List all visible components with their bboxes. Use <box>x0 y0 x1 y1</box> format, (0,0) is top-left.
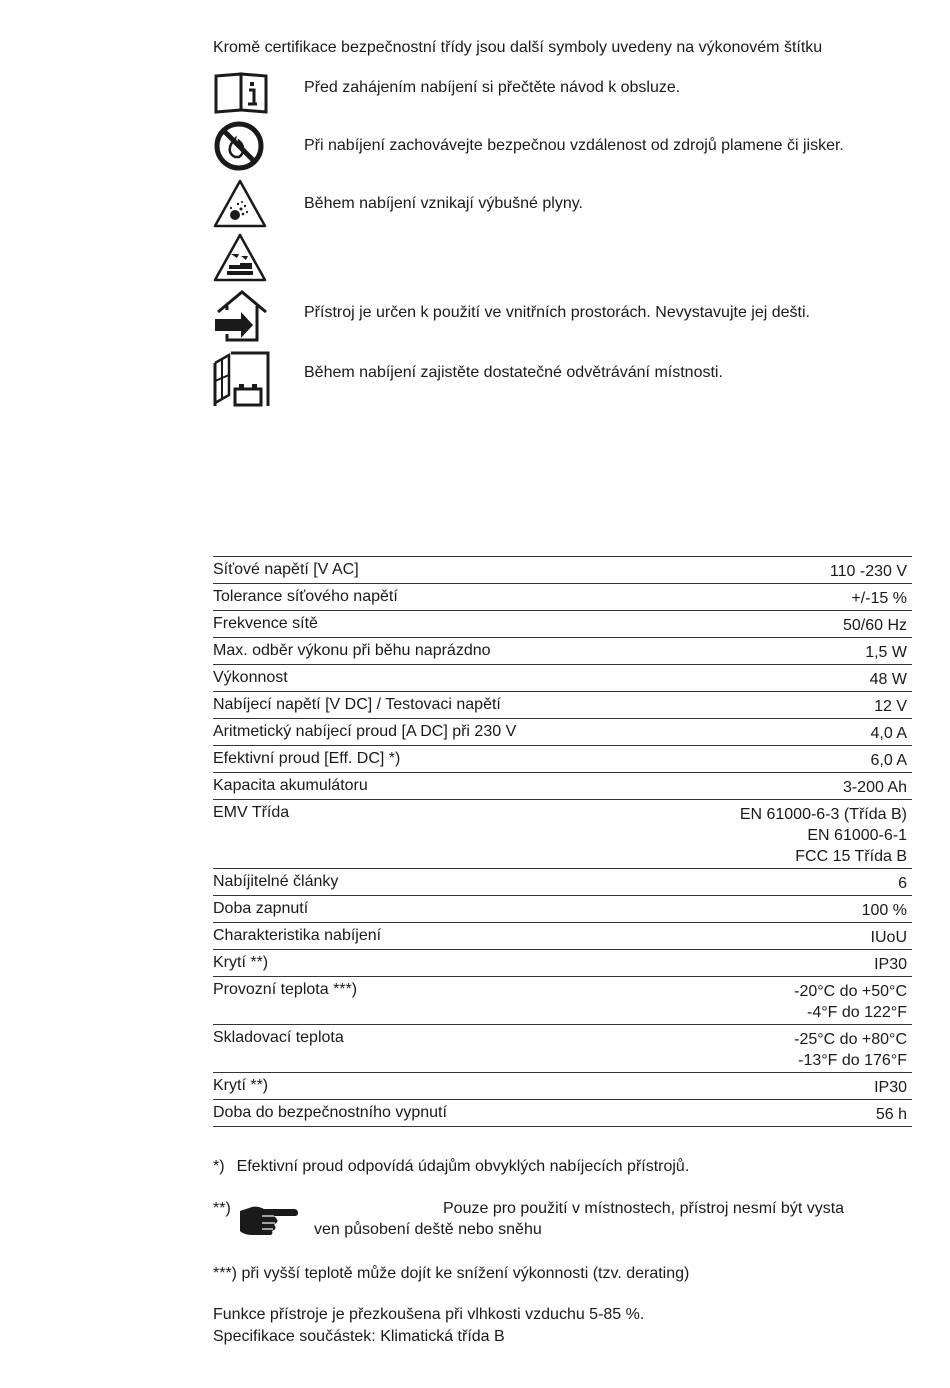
spec-values <box>830 561 907 582</box>
spec-values <box>871 750 907 771</box>
manual-info-icon <box>213 68 271 124</box>
spec-label: Tolerance síťového napětí <box>213 588 398 605</box>
spec-value: 12 V <box>874 698 907 715</box>
spec-label: Krytí **) <box>213 954 269 971</box>
spec-values <box>874 1077 907 1098</box>
spec-value: 110 -230 V <box>829 563 907 580</box>
symbol-text: Během nabíjení zajistěte dostatečné odvětrávání místnosti. <box>304 364 723 381</box>
spec-label: Výkonnost <box>213 669 288 686</box>
spec-value: -20°C do +50°C <box>794 983 907 1000</box>
spec-values <box>740 804 907 867</box>
spec-value: 6,0 A <box>870 752 907 769</box>
footnote-2-marker: **) <box>213 1200 231 1217</box>
spec-values <box>865 642 907 663</box>
spec-label: EMV Třída <box>213 804 290 821</box>
spec-row <box>213 800 912 869</box>
spec-row <box>213 977 912 1025</box>
indoor-use-icon <box>213 290 271 346</box>
footnote-2-line1: Pouze pro použití v místnostech, přístroj nesmí být vysta <box>443 1200 845 1217</box>
spec-values <box>876 1104 907 1125</box>
footnote-2-line2: ven působení deště nebo sněhu <box>314 1221 542 1238</box>
spec-label: Aritmetický nabíjecí proud [A DC] při 230 V <box>213 723 517 740</box>
spec-values <box>851 588 907 609</box>
spec-values <box>843 777 907 798</box>
spec-value: -13°F do 176°F <box>798 1052 907 1069</box>
spec-value: EN 61000-6-3 (Třída B) <box>739 806 907 823</box>
spec-value: 1,5 W <box>865 644 907 661</box>
explosive-gas-warning-icon <box>213 178 271 234</box>
spec-values <box>794 981 907 1023</box>
spec-value: FCC 15 Třída B <box>795 848 907 865</box>
intro-text: Kromě certifikace bezpečnostní třídy jsou další symboly uvedeny na výkonovém štítku <box>213 39 823 56</box>
spec-values <box>874 696 907 717</box>
pointing-hand-icon <box>238 1203 300 1237</box>
symbol-row-manual <box>213 68 913 124</box>
climate-class-note: Specifikace součástek: Klimatická třída B <box>213 1328 505 1345</box>
spec-value: 3-200 Ah <box>842 779 907 796</box>
spec-value: -25°C do +80°C <box>794 1031 907 1048</box>
spec-label: Kapacita akumulátoru <box>213 777 368 794</box>
spec-value: EN 61000-6-1 <box>807 827 907 844</box>
no-flame-icon <box>213 121 271 177</box>
spec-values <box>871 927 907 948</box>
spec-value: 100 % <box>861 902 907 919</box>
spec-row <box>213 1100 912 1127</box>
symbol-row-explosive <box>213 178 913 234</box>
spec-row <box>213 746 912 773</box>
spec-row <box>213 665 912 692</box>
spec-values <box>794 1029 907 1071</box>
symbol-row-ventilation <box>213 351 913 407</box>
ventilation-icon <box>213 351 271 407</box>
symbol-text: Během nabíjení vznikají výbušné plyny. <box>304 195 583 212</box>
spec-label: Charakteristika nabíjení <box>213 927 382 944</box>
spec-label: Nabíjitelné články <box>213 873 339 890</box>
spec-table <box>213 556 912 1127</box>
symbol-text: Před zahájením nabíjení si přečtěte návod k obsluze. <box>304 79 681 96</box>
spec-row <box>213 869 912 896</box>
spec-label: Doba zapnutí <box>213 900 309 917</box>
spec-values <box>862 900 907 921</box>
spec-label: Doba do bezpečnostního vypnutí <box>213 1104 447 1121</box>
spec-row <box>213 692 912 719</box>
spec-values <box>874 954 907 975</box>
spec-values <box>870 669 907 690</box>
spec-value: 48 W <box>869 671 907 688</box>
spec-row <box>213 638 912 665</box>
spec-label: Nabíjecí napětí [V DC] / Testovaci napětí <box>213 696 501 713</box>
footnote-3: ***) při vyšší teplotě může dojít ke snížení výkonnosti (tzv. derating) <box>213 1265 690 1282</box>
spec-row <box>213 1025 912 1073</box>
spec-value: 50/60 Hz <box>842 617 907 634</box>
spec-row <box>213 923 912 950</box>
spec-value: 6 <box>898 875 907 892</box>
spec-values <box>843 615 907 636</box>
spec-label: Síťové napětí [V AC] <box>213 561 359 578</box>
spec-row <box>213 611 912 638</box>
spec-value: -4°F do 122°F <box>807 1004 907 1021</box>
symbol-row-corrosive <box>213 232 913 288</box>
spec-label: Max. odběr výkonu při běhu naprázdno <box>213 642 491 659</box>
symbol-row-no-flame <box>213 121 913 177</box>
spec-label: Efektivní proud [Eff. DC] *) <box>213 750 401 767</box>
symbol-text: Přístroj je určen k použití ve vnitřních prostorách. Nevystavujte jej dešti. <box>304 304 810 321</box>
footnote-1 <box>213 1158 689 1176</box>
spec-value: 56 h <box>875 1106 907 1123</box>
spec-value: 4,0 A <box>870 725 907 742</box>
spec-label: Krytí **) <box>213 1077 269 1094</box>
spec-label: Skladovací teplota <box>213 1029 344 1046</box>
spec-values <box>871 723 907 744</box>
symbol-text: Při nabíjení zachovávejte bezpečnou vzdálenost od zdrojů plamene či jisker. <box>304 137 844 154</box>
spec-row <box>213 950 912 977</box>
spec-value: +/-15 % <box>851 590 907 607</box>
spec-row <box>213 1073 912 1100</box>
corrosive-warning-icon <box>213 232 271 288</box>
spec-label: Frekvence sítě <box>213 615 318 632</box>
spec-value: IP30 <box>874 956 907 973</box>
symbol-row-indoor <box>213 290 913 346</box>
spec-row <box>213 557 912 584</box>
spec-value: IUoU <box>870 929 907 946</box>
spec-label: Provozní teplota ***) <box>213 981 358 998</box>
spec-row <box>213 773 912 800</box>
humidity-note: Funkce přístroje je přezkoušena při vlhkosti vzduchu 5-85 %. <box>213 1306 645 1323</box>
spec-row <box>213 896 912 923</box>
footnote-1-text: Efektivní proud odpovídá údajům obvyklých nabíjecích přístrojů. <box>236 1158 690 1175</box>
spec-row <box>213 719 912 746</box>
spec-values <box>898 873 907 894</box>
spec-value: IP30 <box>874 1079 907 1096</box>
spec-row <box>213 584 912 611</box>
footnote-1-marker: *) <box>213 1158 225 1175</box>
